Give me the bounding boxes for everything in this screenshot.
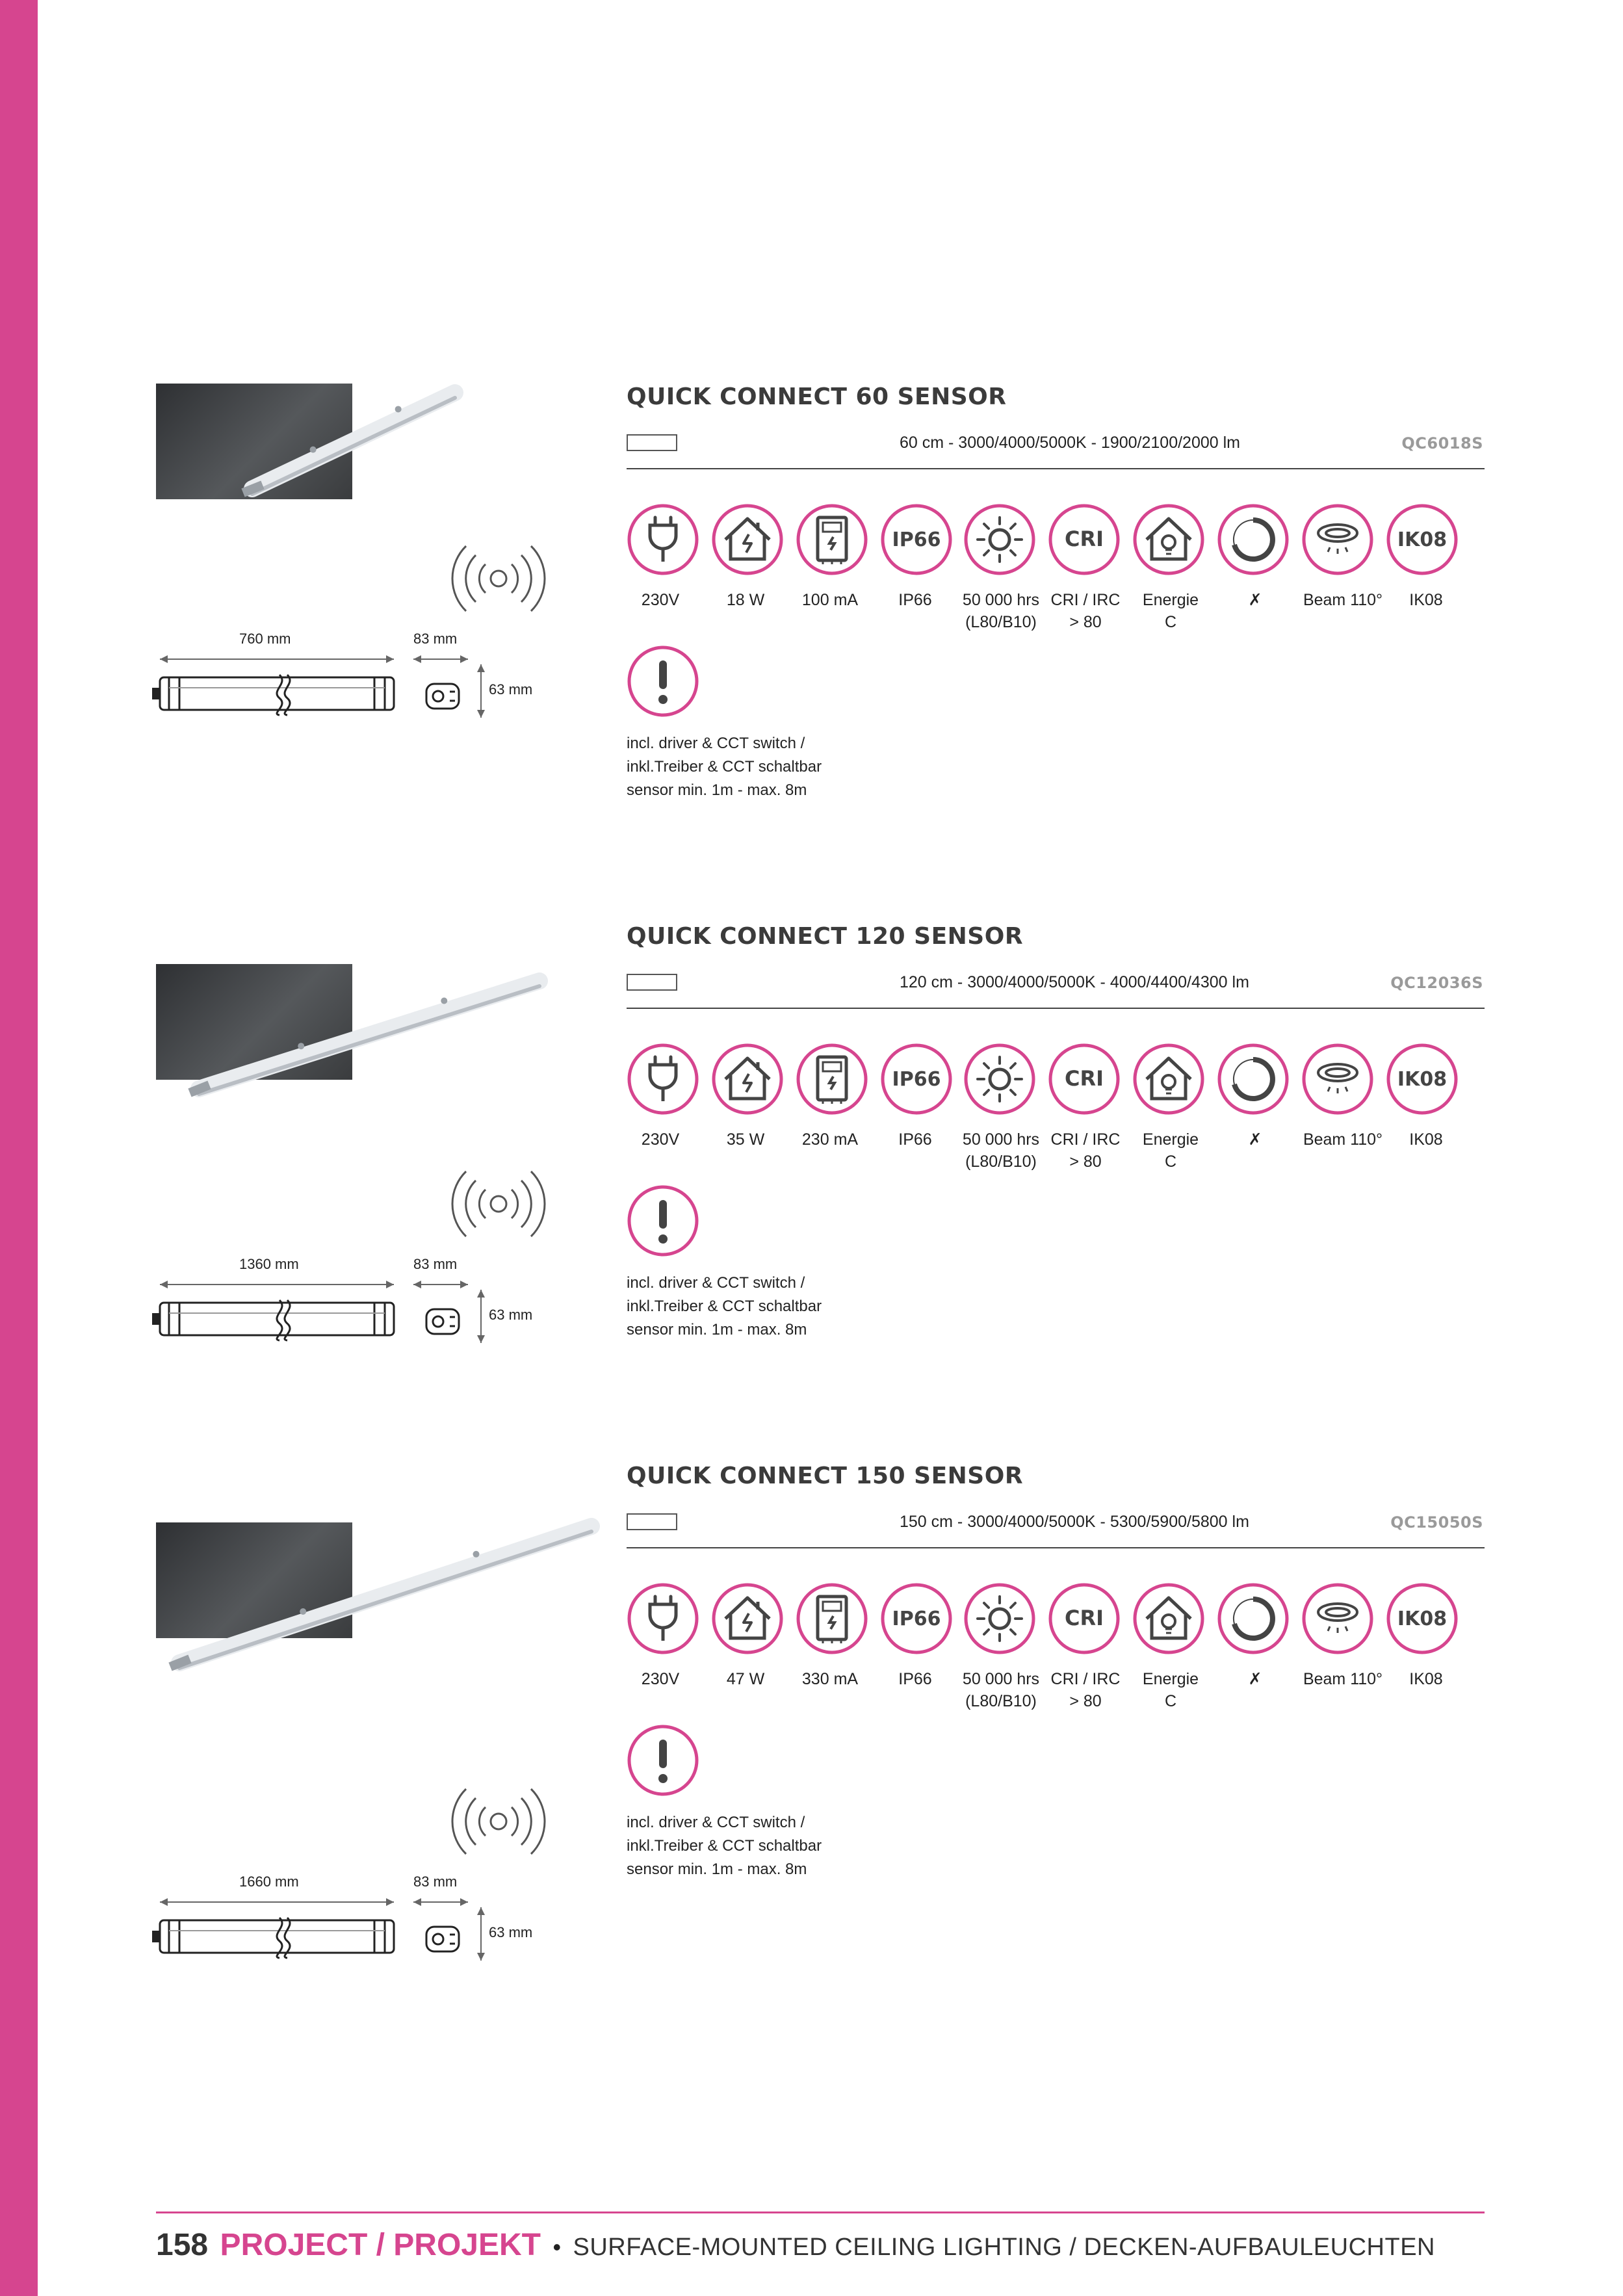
energy-label: [1125, 1128, 1216, 1173]
voltage-label-main: 230V: [641, 591, 680, 609]
energy-label-main: Energie: [1142, 1670, 1199, 1688]
product-tube-image: [156, 358, 624, 553]
ik08-icon: [1386, 1043, 1459, 1115]
cri-icon-text: CRI: [1064, 1066, 1104, 1091]
current-label: [785, 1668, 876, 1690]
width-dimension: 83 mm: [413, 1873, 458, 1890]
beam-label: [1297, 1128, 1388, 1151]
note-line: incl. driver & CCT switch /: [627, 1274, 805, 1292]
ik08-icon-text: IK08: [1397, 1608, 1448, 1630]
ip66-icon-text: IP66: [892, 1608, 941, 1630]
energy-label: [1125, 589, 1216, 633]
ik08-icon: [1386, 503, 1459, 576]
note-line: sensor min. 1m - max. 8m: [627, 1321, 807, 1338]
house-power-icon: [711, 1582, 784, 1655]
power-label-main: 18 W: [726, 591, 765, 609]
footer-rule: [156, 2211, 1485, 2213]
ip66-icon: [880, 1043, 953, 1115]
cri-label: [1040, 1128, 1131, 1173]
voltage-label-main: 230V: [641, 1670, 680, 1688]
lifetime-label-main: 50 000 hrs: [962, 1130, 1040, 1149]
ip-label-main: IP66: [898, 1130, 932, 1149]
product-section: [0, 364, 1623, 897]
width-dimension: 83 mm: [413, 1256, 458, 1272]
voltage-label: [615, 1128, 706, 1151]
dimension-drawing: [151, 650, 541, 722]
note-line: inkl.Treiber & CCT schaltbar: [627, 758, 822, 776]
product-tube-image: [156, 1496, 624, 1691]
warning-icon: [627, 1724, 699, 1797]
cri-icon: [1048, 1582, 1121, 1655]
house-power-icon: [711, 503, 784, 576]
beam-angle-icon: [1301, 1582, 1374, 1655]
plug-icon: [627, 1043, 699, 1115]
cri-label-sub: > 80: [1069, 613, 1102, 631]
dimmable-label: [1210, 1128, 1301, 1151]
beam-label-main: Beam 110°: [1303, 1130, 1383, 1149]
page-footer: [156, 2227, 1435, 2263]
power-label: [700, 1668, 791, 1690]
power-label: [700, 1128, 791, 1151]
energy-label-sub: C: [1164, 1692, 1177, 1710]
ik-label: [1381, 1668, 1472, 1690]
note-line: incl. driver & CCT switch /: [627, 1814, 805, 1831]
product-tube-image: [156, 938, 624, 1133]
dimension-drawing: [151, 1275, 541, 1347]
house-power-icon: [711, 1043, 784, 1115]
warning-icon: [627, 1184, 699, 1257]
ip-label-main: IP66: [898, 1670, 932, 1688]
cri-label-sub: > 80: [1069, 1692, 1102, 1710]
dimmable-label: [1210, 589, 1301, 611]
lifetime-label: [955, 1668, 1046, 1712]
width-dimension: 83 mm: [413, 631, 458, 647]
warning-icon: [627, 645, 699, 718]
height-dimension: 63 mm: [489, 1307, 533, 1323]
energy-label: [1125, 1668, 1216, 1712]
color-swatch: [627, 434, 677, 451]
lifetime-label-sub: (L80/B10): [965, 613, 1037, 631]
lifetime-label-main: 50 000 hrs: [962, 591, 1040, 609]
note-line: sensor min. 1m - max. 8m: [627, 1860, 807, 1878]
energy-label-main: Energie: [1142, 591, 1199, 609]
energy-label-sub: C: [1164, 1153, 1177, 1171]
note-line: incl. driver & CCT switch /: [627, 735, 805, 752]
ip66-icon: [880, 1582, 953, 1655]
product-title: QUICK CONNECT 60 SENSOR: [627, 384, 1007, 410]
ik08-icon: [1386, 1582, 1459, 1655]
lifetime-icon: [963, 503, 1036, 576]
length-dimension: 1360 mm: [239, 1256, 299, 1272]
product-spec: 60 cm - 3000/4000/5000K - 1900/2100/2000 lm: [900, 434, 1240, 452]
cri-label-main: CRI / IRC: [1050, 1670, 1121, 1688]
driver-icon: [796, 503, 868, 576]
current-label-main: 100 mA: [801, 591, 859, 609]
product-notes: [627, 732, 822, 802]
ip-label: [870, 1668, 961, 1690]
product-code: QC15050S: [1390, 1513, 1483, 1532]
ik08-icon-text: IK08: [1397, 528, 1448, 551]
sensor-waves-icon: [450, 1782, 547, 1860]
height-dimension: 63 mm: [489, 1924, 533, 1940]
beam-angle-icon: [1301, 503, 1374, 576]
dimension-drawing: [151, 1893, 541, 1964]
ik08-icon-text: IK08: [1397, 1068, 1448, 1091]
ip-label: [870, 1128, 961, 1151]
current-label: [785, 589, 876, 611]
cri-label-main: CRI / IRC: [1050, 591, 1121, 609]
lifetime-label: [955, 589, 1046, 633]
footer-bullet: •: [552, 2234, 562, 2260]
dimmable-label: [1210, 1668, 1301, 1690]
energy-house-icon: [1132, 1582, 1205, 1655]
beam-label-main: Beam 110°: [1303, 1670, 1383, 1688]
length-dimension: 1660 mm: [239, 1873, 299, 1890]
beam-label: [1297, 1668, 1388, 1690]
plug-icon: [627, 1582, 699, 1655]
color-swatch: [627, 1513, 677, 1530]
product-section: [0, 1443, 1623, 1976]
driver-icon: [796, 1582, 868, 1655]
cri-label: [1040, 589, 1131, 633]
product-title: QUICK CONNECT 120 SENSOR: [627, 923, 1024, 950]
height-dimension: 63 mm: [489, 681, 533, 698]
beam-angle-icon: [1301, 1043, 1374, 1115]
ip66-icon-text: IP66: [892, 1068, 941, 1091]
driver-icon: [796, 1043, 868, 1115]
header-rule: [627, 1008, 1485, 1009]
ip-label: [870, 589, 961, 611]
note-line: sensor min. 1m - max. 8m: [627, 781, 807, 799]
section-title: PROJECT / PROJEKT: [220, 2228, 541, 2262]
lifetime-label: [955, 1128, 1046, 1173]
plug-icon: [627, 503, 699, 576]
energy-house-icon: [1132, 1043, 1205, 1115]
power-label: [700, 589, 791, 611]
color-swatch: [627, 974, 677, 991]
ik-label: [1381, 589, 1472, 611]
cri-icon-text: CRI: [1064, 527, 1104, 551]
header-rule: [627, 1547, 1485, 1548]
power-label-main: 47 W: [726, 1670, 765, 1688]
lifetime-icon: [963, 1043, 1036, 1115]
dimmable-icon: [1217, 1043, 1290, 1115]
energy-label-sub: C: [1164, 613, 1177, 631]
sensor-waves-icon: [450, 540, 547, 618]
voltage-label: [615, 1668, 706, 1690]
product-spec: 150 cm - 3000/4000/5000K - 5300/5900/5800 lm: [900, 1513, 1249, 1531]
product-spec: 120 cm - 3000/4000/5000K - 4000/4400/4300 lm: [900, 973, 1249, 991]
lifetime-label-sub: (L80/B10): [965, 1153, 1037, 1171]
ik-label-main: IK08: [1409, 1130, 1443, 1149]
voltage-label: [615, 589, 706, 611]
ik-label-main: IK08: [1409, 1670, 1443, 1688]
sensor-waves-icon: [450, 1165, 547, 1243]
length-dimension: 760 mm: [239, 631, 291, 647]
cri-icon-text: CRI: [1064, 1606, 1104, 1630]
lifetime-label-main: 50 000 hrs: [962, 1670, 1040, 1688]
dimmable-label-main: ✗: [1248, 591, 1262, 609]
page-number: 158: [156, 2228, 209, 2262]
power-label-main: 35 W: [726, 1130, 765, 1149]
product-code: QC6018S: [1401, 434, 1483, 452]
product-notes: [627, 1811, 822, 1881]
current-label: [785, 1128, 876, 1151]
product-notes: [627, 1272, 822, 1342]
section-subtitle: SURFACE-MOUNTED CEILING LIGHTING / DECKEN-AUFBAULEUCHTEN: [573, 2234, 1435, 2261]
ip66-icon: [880, 503, 953, 576]
current-label-main: 230 mA: [801, 1130, 859, 1149]
product-code: QC12036S: [1390, 974, 1483, 992]
ik-label: [1381, 1128, 1472, 1151]
ip-label-main: IP66: [898, 591, 932, 609]
lifetime-label-sub: (L80/B10): [965, 1692, 1037, 1710]
energy-label-main: Energie: [1142, 1130, 1199, 1149]
cri-label-sub: > 80: [1069, 1153, 1102, 1171]
dimmable-icon: [1217, 1582, 1290, 1655]
voltage-label-main: 230V: [641, 1130, 680, 1149]
ik-label-main: IK08: [1409, 591, 1443, 609]
note-line: inkl.Treiber & CCT schaltbar: [627, 1837, 822, 1855]
dimmable-label-main: ✗: [1248, 1670, 1262, 1688]
product-title: QUICK CONNECT 150 SENSOR: [627, 1463, 1024, 1489]
product-section: [0, 904, 1623, 1437]
dimmable-icon: [1217, 503, 1290, 576]
beam-label-main: Beam 110°: [1303, 591, 1383, 609]
header-rule: [627, 468, 1485, 469]
dimmable-label-main: ✗: [1248, 1130, 1262, 1149]
current-label-main: 330 mA: [801, 1670, 859, 1688]
cri-icon: [1048, 1043, 1121, 1115]
cri-label: [1040, 1668, 1131, 1712]
cri-icon: [1048, 503, 1121, 576]
ip66-icon-text: IP66: [892, 528, 941, 551]
note-line: inkl.Treiber & CCT schaltbar: [627, 1298, 822, 1315]
cri-label-main: CRI / IRC: [1050, 1130, 1121, 1149]
lifetime-icon: [963, 1582, 1036, 1655]
energy-house-icon: [1132, 503, 1205, 576]
beam-label: [1297, 589, 1388, 611]
